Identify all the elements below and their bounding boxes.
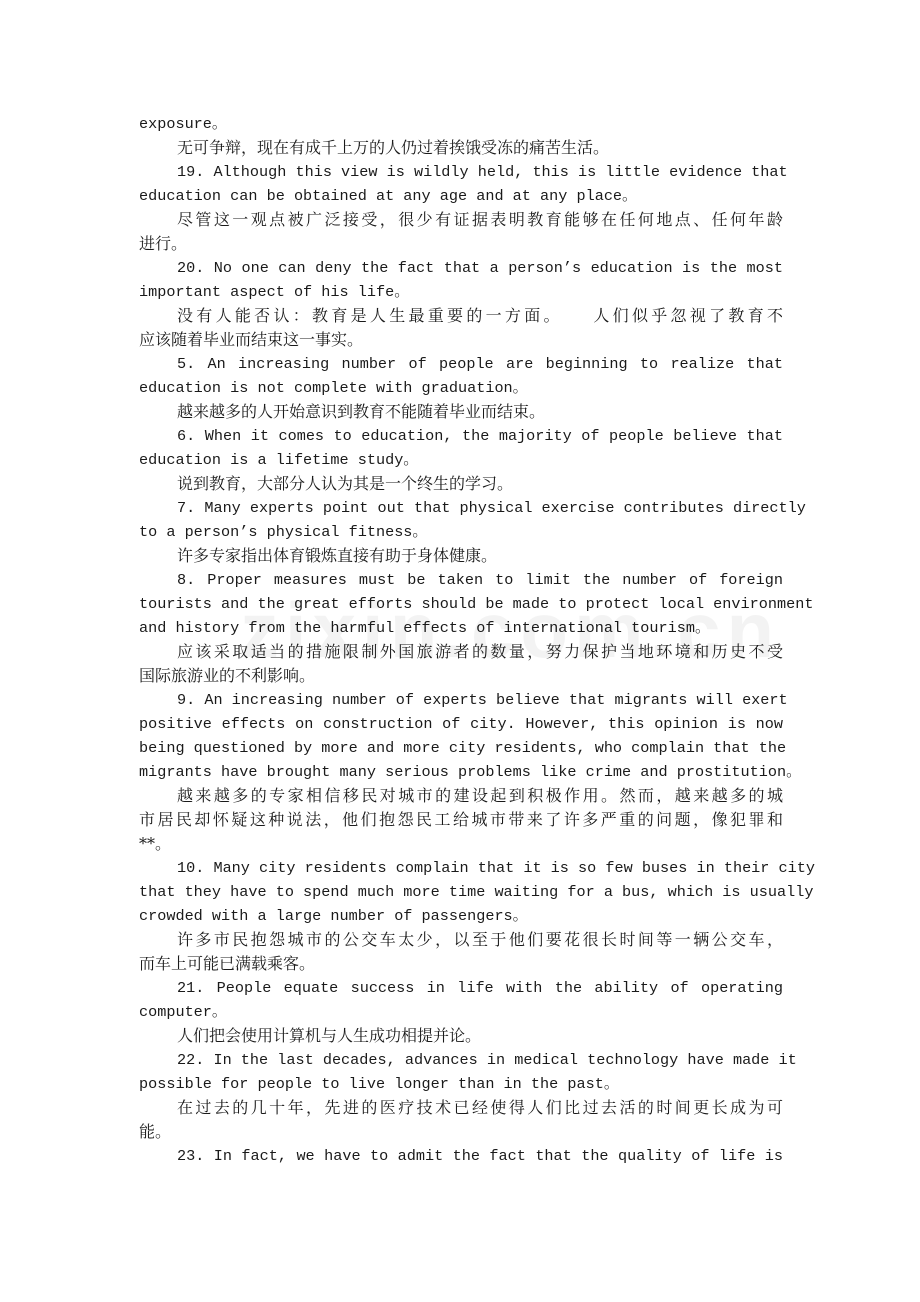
text-line (139, 760, 802, 784)
text-line-content: 19. Although this view is wildly held, this is little evidence that (177, 163, 788, 181)
text-line-content: and history from the harmful effects of international tourism。 (139, 619, 711, 637)
text-line (139, 160, 788, 184)
text-line (139, 424, 785, 448)
text-line (139, 328, 785, 352)
text-line (139, 808, 785, 832)
text-line (139, 184, 785, 208)
text-line (139, 616, 785, 640)
text-line-content: exposure。 (139, 115, 228, 133)
text-line-content: 应该随着毕业而结束这一事实。 (139, 330, 364, 349)
text-line-content: 5. An increasing number of people are beginning to realize that (177, 355, 783, 373)
text-line (139, 1096, 785, 1120)
text-line (139, 928, 785, 952)
text-line-content: being questioned by more and more city residents, who complain that the (139, 739, 787, 757)
text-line (139, 856, 815, 880)
text-line-content: 说到教育，大部分人认为其是一个终生的学习。 (177, 474, 514, 493)
document-page (139, 112, 815, 1168)
text-line (139, 952, 785, 976)
text-line-content: important aspect of his life。 (139, 283, 410, 301)
text-line (139, 664, 785, 688)
text-line-content: that they have to spend much more time waiting for a bus, which is usually (139, 883, 814, 901)
text-line (139, 1072, 785, 1096)
text-line-content: education can be obtained at any age and at any place。 (139, 187, 638, 205)
text-line (139, 496, 806, 520)
text-line (139, 1000, 785, 1024)
text-line-content: 9. An increasing number of experts believe that migrants will exert (177, 691, 788, 709)
text-line (139, 256, 785, 280)
text-line (139, 280, 785, 304)
text-line-content: 没有人能否认：教育是人生最重要的一方面。 人们似乎忽视了教育不 (177, 306, 783, 325)
text-line (139, 688, 788, 712)
text-line (139, 832, 785, 856)
text-line-content: 7. Many experts point out that physical exercise contributes directly (177, 499, 806, 517)
text-line-content: 应该采取适当的措施限制外国旅游者的数量，努力保护当地环境和历史不受 (177, 642, 783, 661)
text-line-content: tourists and the great efforts should be made to protect local environment (139, 595, 814, 613)
text-line (139, 448, 785, 472)
text-line (139, 904, 785, 928)
text-line (139, 568, 785, 592)
text-line-content: to a person’s physical fitness。 (139, 523, 428, 541)
text-line-content: 而车上可能已满载乘客。 (139, 954, 316, 973)
text-line (139, 1048, 797, 1072)
text-line-content: 市居民却怀疑这种说法，他们抱怨民工给城市带来了许多严重的问题，像犯罪和 (139, 810, 783, 829)
text-line-content: 22. In the last decades, advances in medical technology have made it (177, 1051, 797, 1069)
text-line (139, 136, 785, 160)
text-line (139, 976, 785, 1000)
text-line-content: 人们把会使用计算机与人生成功相提并论。 (177, 1026, 482, 1045)
text-line-content: **。 (139, 834, 172, 853)
text-line-content: 20. No one can deny the fact that a person’s education is the most (177, 259, 783, 277)
text-line-content: 越来越多的人开始意识到教育不能随着毕业而结束。 (177, 402, 546, 421)
text-line (139, 1024, 785, 1048)
text-line-content: possible for people to live longer than in the past。 (139, 1075, 620, 1093)
text-line (139, 112, 785, 136)
text-line-content: 许多专家指出体育锻炼直接有助于身体健康。 (177, 546, 498, 565)
text-line-content: 8. Proper measures must be taken to limit the number of foreign (177, 571, 783, 589)
text-line (139, 880, 814, 904)
text-line-content: 21. People equate success in life with the ability of operating (177, 979, 783, 997)
text-line-content: education is a lifetime study。 (139, 451, 419, 469)
text-line (139, 232, 785, 256)
text-line (139, 592, 814, 616)
text-line (139, 208, 785, 232)
text-line-content: 23. In fact, we have to admit the fact that the quality of life is (177, 1147, 783, 1165)
text-line (139, 544, 785, 568)
text-line (139, 400, 785, 424)
text-line (139, 712, 785, 736)
text-line (139, 736, 785, 760)
text-line-content: positive effects on construction of city. However, this opinion is now (139, 715, 783, 733)
text-line-content: 进行。 (139, 234, 188, 253)
text-line (139, 520, 785, 544)
text-line-content: 10. Many city residents complain that it is so few buses in their city (177, 859, 815, 877)
text-line-content: 许多市民抱怨城市的公交车太少，以至于他们要花很长时间等一辆公交车， (177, 930, 783, 949)
text-line (139, 784, 785, 808)
text-line-content: 能。 (139, 1122, 172, 1141)
text-line-content: crowded with a large number of passengers。 (139, 907, 528, 925)
text-line (139, 304, 785, 328)
text-line (139, 352, 785, 376)
text-line (139, 376, 785, 400)
text-line-content: 越来越多的专家相信移民对城市的建设起到积极作用。然而，越来越多的城 (177, 786, 783, 805)
text-line-content: 在过去的几十年，先进的医疗技术已经使得人们比过去活的时间更长成为可 (177, 1098, 783, 1117)
text-line-content: education is not complete with graduation。 (139, 379, 528, 397)
text-line-content: 无可争辩，现在有成千上万的人仍过着挨饿受冻的痛苦生活。 (177, 138, 610, 157)
text-line (139, 1120, 785, 1144)
text-line (139, 472, 785, 496)
text-line (139, 1144, 785, 1168)
text-line-content: 6. When it comes to education, the majority of people believe that (177, 427, 783, 445)
text-line-content: migrants have brought many serious problems like crime and prostitution。 (139, 763, 802, 781)
text-line-content: 尽管这一观点被广泛接受，很少有证据表明教育能够在任何地点、任何年龄 (177, 210, 783, 229)
text-line (139, 640, 785, 664)
text-line-content: computer。 (139, 1003, 228, 1021)
text-line-content: 国际旅游业的不利影响。 (139, 666, 316, 685)
